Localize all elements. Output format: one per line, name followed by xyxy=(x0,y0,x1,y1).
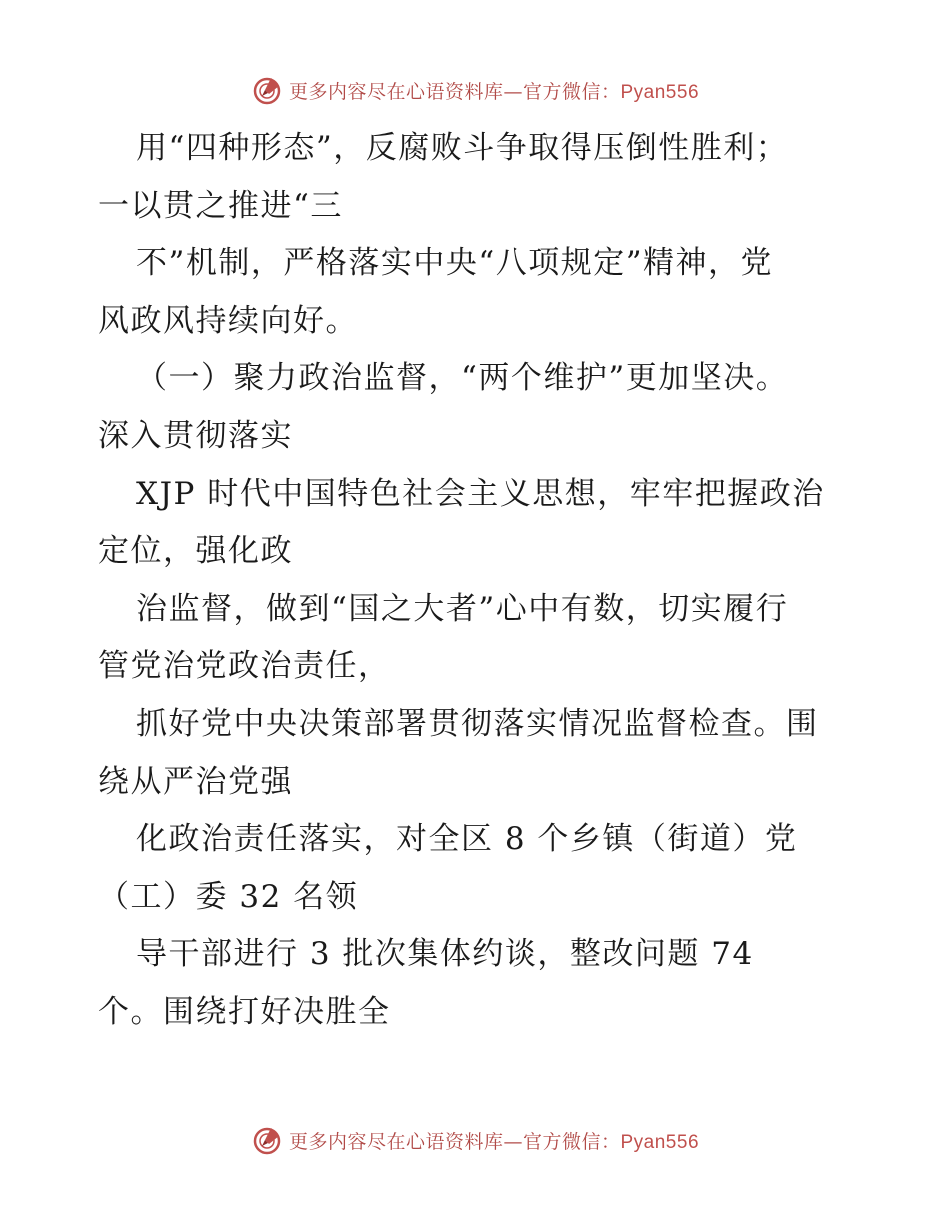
text-line: 治监督，做到“国之大者”心中有数，切实履行 xyxy=(136,590,789,627)
text-line: 抓好党中央决策部署贯彻落实情况监督检查。围 xyxy=(136,705,819,742)
watermark-label: 更多内容尽在心语资料库—官方微信： xyxy=(288,80,621,103)
text-line: （工）委 32 名领 xyxy=(98,878,359,915)
text-line: 导干部进行 3 批次集体约谈，整改问题 74 xyxy=(136,936,754,973)
watermark-text xyxy=(289,1127,699,1154)
text-line: 定位，强化政 xyxy=(98,533,293,570)
seal-logo-icon xyxy=(251,1124,283,1156)
text-line: 风政风持续向好。 xyxy=(98,302,358,339)
text-line: 管党治党政治责任， xyxy=(98,648,391,685)
text-line: 一以贯之推进“三 xyxy=(98,187,343,224)
text-line: 深入贯彻落实 xyxy=(98,417,293,454)
text-line: （一）聚力政治监督，“两个维护”更加坚决。 xyxy=(136,360,789,397)
watermark-bottom xyxy=(0,1120,950,1160)
watermark-text xyxy=(289,77,699,104)
watermark-label: 更多内容尽在心语资料库—官方微信： xyxy=(288,1130,621,1153)
text-line: XJP 时代中国特色社会主义思想，牢牢把握政治 xyxy=(136,475,825,512)
document-body xyxy=(98,120,858,1042)
seal-logo-icon xyxy=(251,74,283,106)
watermark-top xyxy=(0,70,950,110)
text-line: 不”机制，严格落实中央“八项规定”精神，党 xyxy=(136,245,774,282)
text-line: 个。围绕打好决胜全 xyxy=(98,993,391,1030)
text-line: 用“四种形态”，反腐败斗争取得压倒性胜利； xyxy=(136,130,789,166)
watermark-wechat-id: Pyan556 xyxy=(620,81,700,103)
watermark-wechat-id: Pyan556 xyxy=(620,1131,700,1153)
text-line: 绕从严治党强 xyxy=(98,763,293,800)
text-line: 化政治责任落实，对全区 8 个乡镇（街道）党 xyxy=(136,821,798,858)
